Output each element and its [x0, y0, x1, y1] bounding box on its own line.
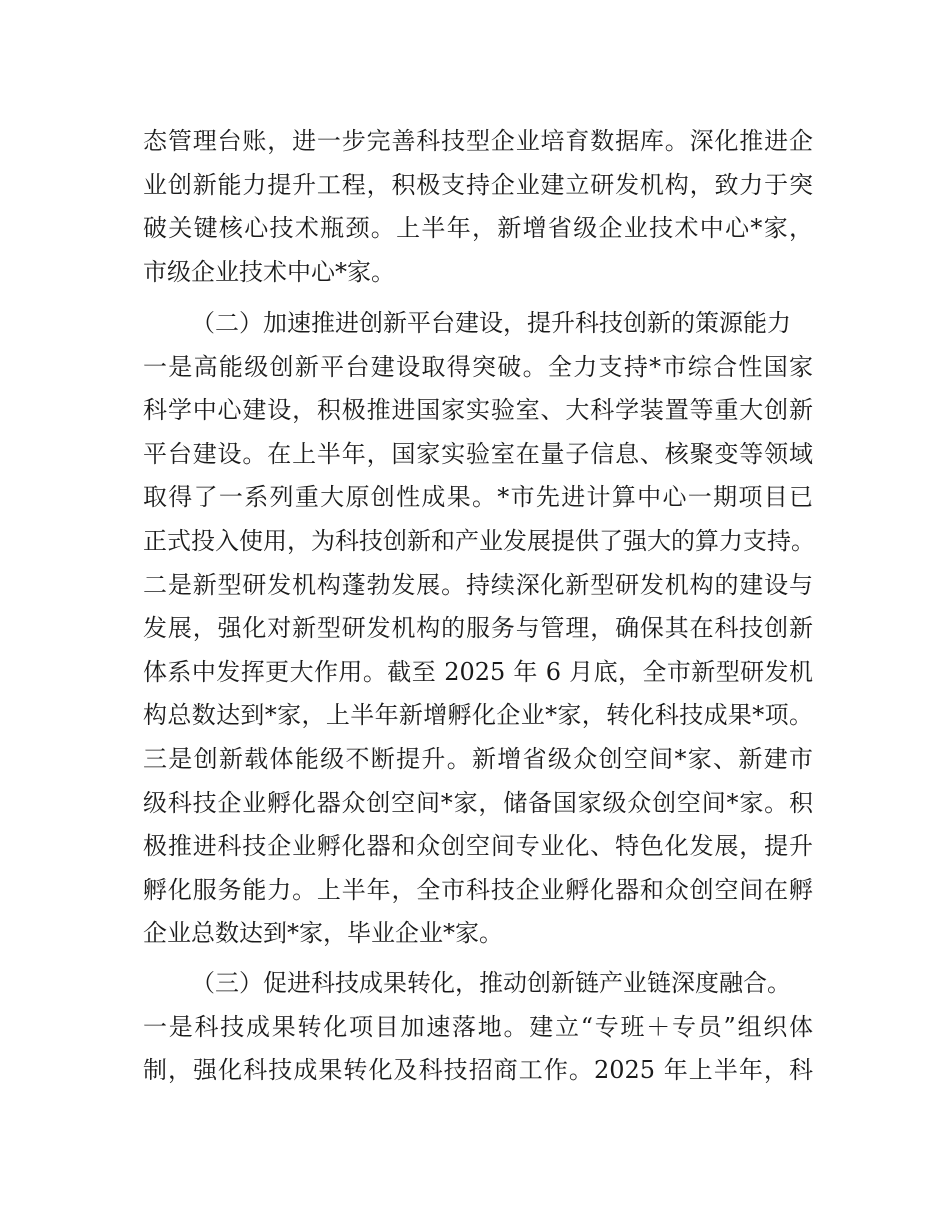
- paragraph-1: [143, 120, 813, 294]
- paragraph-3: [143, 962, 813, 1093]
- text-line: 企业总数达到*家，毕业企业*家。: [143, 919, 503, 948]
- text-line: 业创新能力提升工程，积极支持企业建立研发机构，致力于突: [143, 170, 813, 199]
- text-line: 二是新型研发机构蓬勃发展。持续深化新型研发机构的建设与: [143, 570, 813, 599]
- text-line: 一是科技成果转化项目加速落地。建立“专班＋专员”组织体: [143, 1012, 813, 1041]
- text-line: 平台建设。在上半年，国家实验室在量子信息、核聚变等领域: [143, 439, 813, 468]
- section-heading: （二）加速推进创新平台建设，提升科技创新的策源能力: [191, 309, 791, 337]
- text-line: 发展，强化对新型研发机构的服务与管理，确保其在科技创新: [143, 614, 813, 643]
- text-line: 三是创新载体能级不断提升。新增省级众创空间*家、新建市: [143, 744, 813, 773]
- section-heading: （三）促进科技成果转化，推动创新链产业链深度融合。: [191, 969, 791, 997]
- text-line: 极推进科技企业孵化器和众创空间专业化、特色化发展，提升: [143, 832, 813, 861]
- text-line: 破关键核心技术瓶颈。上半年，新增省级企业技术中心*家，: [143, 214, 813, 243]
- text-line: 孵化服务能力。上半年，全市科技企业孵化器和众创空间在孵: [143, 875, 813, 904]
- text-line: 制，强化科技成果转化及科技招商工作。2025 年上半年，科: [143, 1056, 813, 1085]
- text-line: 构总数达到*家，上半年新增孵化企业*家，转化科技成果*项。: [143, 701, 813, 730]
- text-line: 正式投入使用，为科技创新和产业发展提供了强大的算力支持。: [143, 526, 815, 555]
- text-line: 态管理台账，进一步完善科技型企业培育数据库。深化推进企: [143, 127, 813, 155]
- text-line: 一是高能级创新平台建设取得突破。全力支持*市综合性国家: [143, 352, 813, 381]
- text-line: 取得了一系列重大原创性成果。*市先进计算中心一期项目已: [143, 483, 813, 512]
- text-line: 级科技企业孵化器众创空间*家，储备国家级众创空间*家。积: [143, 788, 813, 817]
- text-line: 科学中心建设，积极推进国家实验室、大科学装置等重大创新: [143, 396, 813, 425]
- text-line: 体系中发挥更大作用。截至 2025 年 6 月底，全市新型研发机: [143, 657, 813, 686]
- text-line: 市级企业技术中心*家。: [143, 257, 395, 286]
- paragraph-2: [143, 302, 813, 956]
